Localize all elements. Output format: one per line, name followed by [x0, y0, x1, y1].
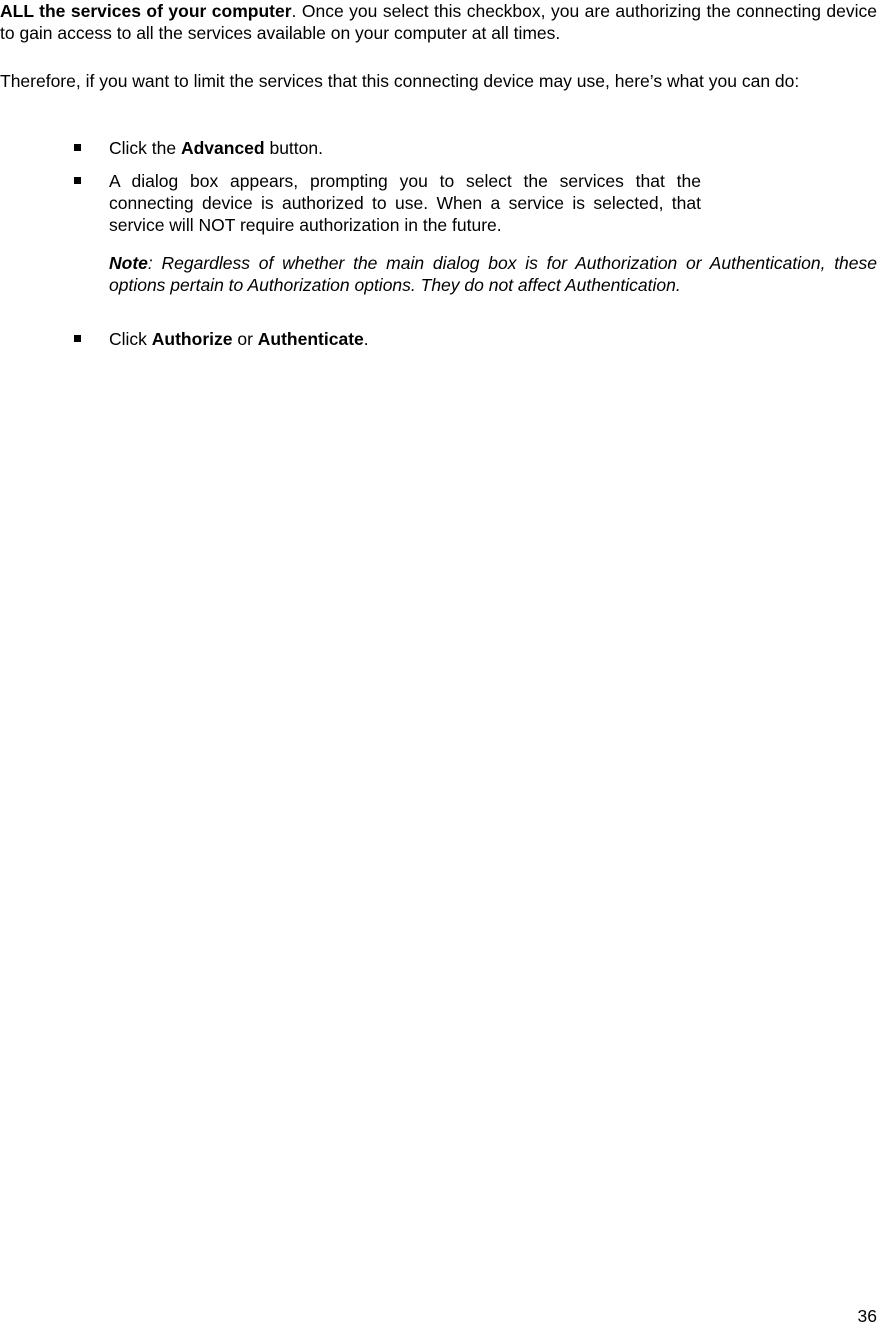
- note-paragraph: [109, 252, 877, 296]
- square-bullet-icon: [74, 335, 81, 342]
- intro-paragraph: [0, 0, 877, 44]
- step-text-post: .: [363, 329, 369, 349]
- advanced-button-label: Advanced: [180, 138, 265, 158]
- square-bullet-icon: [74, 177, 81, 184]
- limit-services-paragraph: Therefore, if you want to limit the services that this connecting device may use, here’s what you can do:: [0, 71, 800, 91]
- note-label: Note: [109, 253, 148, 273]
- authorize-label: Authorize: [151, 329, 233, 349]
- step-authorize-text: [109, 328, 369, 350]
- step-text-pre: Click: [109, 329, 152, 349]
- step-advanced-text: [109, 137, 323, 159]
- step-text-pre: Click the: [109, 138, 181, 158]
- page-number: 36: [857, 1306, 877, 1326]
- authenticate-label: Authenticate: [257, 329, 364, 349]
- intro-bold-lead: ALL the services of your computer: [0, 1, 292, 21]
- intro-rest: . Once you select this checkbox, you are authorizing the connecting device to gain access to all the services available on your computer at all times.: [0, 1, 877, 43]
- square-bullet-icon: [74, 144, 81, 151]
- step-text-post: button.: [264, 138, 323, 158]
- note-text: : Regardless of whether the main dialog box is for Authorization or Authentication, these options pertain to Authorization options. They do not affect Authentication.: [109, 253, 877, 295]
- step-dialog-text: A dialog box appears, prompting you to select the services that the connecting device is authorized to use. When a service is selected, that service will NOT require authorization in the future.: [109, 171, 701, 235]
- step-text-mid: or: [232, 329, 258, 349]
